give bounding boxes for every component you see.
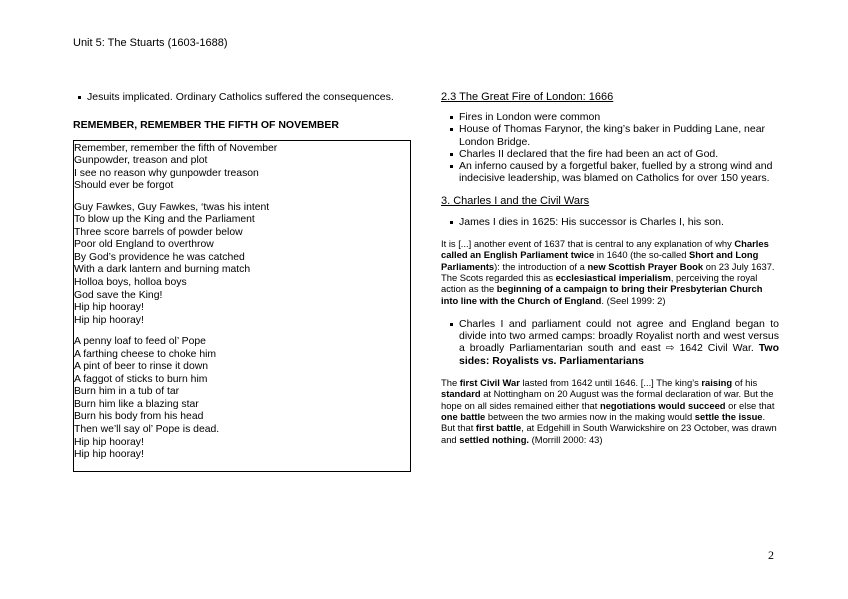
- poem-stanza-1: [74, 143, 410, 193]
- poem-line: Burn him in a tub of tar: [74, 386, 180, 398]
- poem-line: Three score barrels of powder below: [74, 226, 243, 238]
- poem-line: Hip hip hooray!: [74, 436, 144, 448]
- poem-line: I see no reason why gunpowder treason: [74, 167, 259, 179]
- bullet-item: Charles II declared that the fire had been an act of God.: [445, 148, 779, 160]
- poem-line: Then we’ll say ol’ Pope is dead.: [74, 423, 220, 435]
- poem-line: A faggot of sticks to burn him: [74, 373, 208, 385]
- left-column: [73, 91, 413, 472]
- armed-camps-bullet-list: [441, 318, 779, 367]
- poem-line: Guy Fawkes, Guy Fawkes, ‘twas his intent: [74, 201, 270, 213]
- right-column: [441, 91, 779, 445]
- poem-line: Hip hip hooray!: [74, 449, 144, 461]
- great-fire-heading: 2.3 The Great Fire of London: 1666: [441, 91, 614, 103]
- running-header: Unit 5: The Stuarts (1603-1688): [73, 37, 228, 49]
- poem-line: A farthing cheese to choke him: [74, 348, 217, 360]
- bullet-item: House of Thomas Farynor, the king’s baker in Pudding Lane, near London Bridge.: [445, 123, 779, 148]
- poem-line: Burn his body from his head: [74, 411, 204, 423]
- poem-line: Poor old England to overthrow: [74, 239, 214, 251]
- bullet-item: An inferno caused by a forgetful baker, fuelled by a strong wind and indecisive leadership, was blamed on Catholics for over 150 years.: [445, 160, 779, 185]
- morrill-quote: The first Civil War lasted from 1642 until 1646. [...] The king’s raising of his standard at Nottingham on 20 August was the formal declaration of war. But the hope on all sides remained either that negotiations would succeed or else that one battle between the two armies now in the making would settle the issue. But that first battle, at Edgehill in South Warwickshire on 23 October, was drawn and settled nothing. (Morrill 2000: 43): [441, 377, 777, 445]
- poem-line: To blow up the King and the Parliament: [74, 214, 255, 226]
- civil-wars-bullet-list: [441, 216, 779, 228]
- poem-stanza-3: [74, 336, 410, 461]
- great-fire-bullet-list: [441, 111, 779, 185]
- poem-line: Remember, remember the fifth of November: [74, 142, 278, 154]
- poem-line: A penny loaf to feed ol’ Pope: [74, 336, 206, 348]
- poem-line: Burn him like a blazing star: [74, 398, 199, 410]
- remember-heading: REMEMBER, REMEMBER THE FIFTH OF NOVEMBER: [73, 118, 340, 131]
- seel-quote: It is [...] another event of 1637 that is central to any explanation of why Charles called an English Parliament twice in 1640 (the so-called Short and Long Parliaments): the introduction of a new Scottish Prayer Book on 23 July 1637. The Scots regarded this as ecclesiastical imperialism, perceiving the royal action as the beginning of a campaign to bring their Presbyterian Church into line with the Church of England. (Seel 1999: 2): [441, 238, 775, 306]
- bullet-item: Charles I and parliament could not agree and England began to divide into two armed camps: broadly Royalist north and west versus a broadly Parliamentarian south and east ⇨ 1642 Civil War. Two sides: Royalists vs. Parliamentarians: [445, 318, 779, 367]
- poem-line: With a dark lantern and burning match: [74, 264, 251, 276]
- page-number: 2: [768, 548, 774, 562]
- poem-line: Gunpowder, treason and plot: [74, 155, 208, 167]
- poem-line: Hip hip hooray!: [74, 302, 144, 314]
- bullet-item: Fires in London were common: [445, 111, 779, 123]
- poem-stanza-2: [74, 202, 410, 327]
- bullet-item: James I dies in 1625: His successor is Charles I, his son.: [445, 216, 779, 228]
- poem-line: Should ever be forgot: [74, 180, 174, 192]
- poem-line: Holloa boys, holloa boys: [74, 276, 187, 288]
- bullet-item: Jesuits implicated. Ordinary Catholics suffered the consequences.: [73, 91, 413, 104]
- jesuits-bullet-list: [73, 91, 413, 104]
- civil-wars-heading: 3. Charles I and the Civil Wars: [441, 194, 590, 207]
- poem-line: By God’s providence he was catched: [74, 251, 245, 263]
- poem-box: [73, 140, 411, 472]
- poem-line: God save the King!: [74, 289, 163, 301]
- poem-line: A pint of beer to rinse it down: [74, 361, 209, 373]
- poem-line: Hip hip hooray!: [74, 314, 144, 326]
